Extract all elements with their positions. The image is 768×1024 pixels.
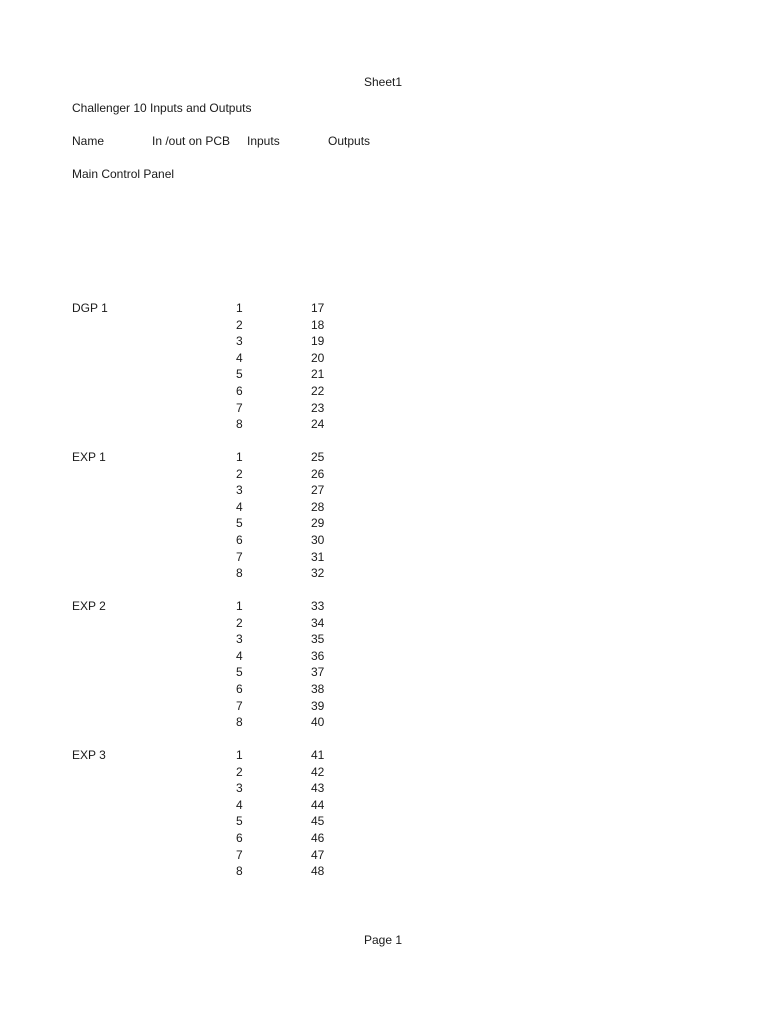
output-number: 47 xyxy=(311,847,325,862)
io-row xyxy=(236,848,356,865)
io-row xyxy=(236,599,356,616)
output-number: 19 xyxy=(311,334,325,349)
input-number: 1 xyxy=(236,450,243,464)
io-row xyxy=(236,334,356,351)
output-number: 18 xyxy=(311,317,325,332)
output-number: 20 xyxy=(311,350,325,365)
input-number: 6 xyxy=(236,532,243,547)
io-row xyxy=(236,351,356,368)
group-name: EXP 1 xyxy=(72,450,106,464)
input-number: 6 xyxy=(236,681,243,696)
output-number: 29 xyxy=(311,516,325,531)
output-number: 33 xyxy=(311,599,325,613)
input-number: 2 xyxy=(236,466,243,481)
group-name: DGP 1 xyxy=(72,301,108,315)
output-number: 31 xyxy=(311,549,325,564)
input-number: 7 xyxy=(236,698,243,713)
input-number: 5 xyxy=(236,516,243,531)
output-number: 37 xyxy=(311,665,325,680)
input-number: 3 xyxy=(236,632,243,647)
document-title: Challenger 10 Inputs and Outputs xyxy=(72,101,252,115)
io-row xyxy=(236,384,356,401)
output-number: 28 xyxy=(311,499,325,514)
io-row xyxy=(236,831,356,848)
output-number: 42 xyxy=(311,764,325,779)
input-number: 5 xyxy=(236,367,243,382)
output-number: 26 xyxy=(311,466,325,481)
io-row xyxy=(236,533,356,550)
input-number: 8 xyxy=(236,417,243,432)
group-name: EXP 2 xyxy=(72,599,106,613)
io-row xyxy=(236,665,356,682)
io-row xyxy=(236,682,356,699)
output-number: 48 xyxy=(311,864,325,879)
output-number: 25 xyxy=(311,450,325,464)
output-number: 17 xyxy=(311,301,325,315)
output-number: 46 xyxy=(311,830,325,845)
sheet-title: Sheet1 xyxy=(364,75,403,89)
input-number: 3 xyxy=(236,483,243,498)
output-number: 40 xyxy=(311,715,325,730)
output-number: 30 xyxy=(311,532,325,547)
input-number: 4 xyxy=(236,350,243,365)
output-number: 36 xyxy=(311,648,325,663)
input-number: 4 xyxy=(236,797,243,812)
output-number: 24 xyxy=(311,417,325,432)
io-row xyxy=(236,401,356,418)
io-row xyxy=(236,715,356,732)
input-number: 3 xyxy=(236,334,243,349)
output-number: 27 xyxy=(311,483,325,498)
io-row xyxy=(236,500,356,517)
io-row xyxy=(236,417,356,434)
io-group xyxy=(0,748,768,888)
io-row xyxy=(236,649,356,666)
io-row xyxy=(236,616,356,633)
header-inputs: Inputs xyxy=(247,134,280,148)
group-name: EXP 3 xyxy=(72,748,106,762)
group-rows xyxy=(236,599,356,732)
output-number: 32 xyxy=(311,566,325,581)
io-row xyxy=(236,748,356,765)
io-row xyxy=(236,550,356,567)
header-in-out-on-pcb: In /out on PCB xyxy=(152,134,231,148)
header-outputs: Outputs xyxy=(328,134,371,148)
input-number: 7 xyxy=(236,549,243,564)
output-number: 38 xyxy=(311,681,325,696)
input-number: 5 xyxy=(236,814,243,829)
io-group xyxy=(0,301,768,441)
input-number: 1 xyxy=(236,599,243,613)
io-row xyxy=(236,699,356,716)
output-number: 21 xyxy=(311,367,325,382)
io-row xyxy=(236,301,356,318)
input-number: 1 xyxy=(236,301,243,315)
io-row xyxy=(236,467,356,484)
group-rows xyxy=(236,301,356,434)
io-row xyxy=(236,765,356,782)
input-number: 4 xyxy=(236,499,243,514)
input-number: 6 xyxy=(236,383,243,398)
input-number: 2 xyxy=(236,764,243,779)
io-row xyxy=(236,632,356,649)
output-number: 35 xyxy=(311,632,325,647)
input-number: 8 xyxy=(236,715,243,730)
input-number: 4 xyxy=(236,648,243,663)
output-number: 41 xyxy=(311,748,325,762)
section-label: Main Control Panel xyxy=(72,167,175,181)
input-number: 7 xyxy=(236,847,243,862)
io-row xyxy=(236,781,356,798)
input-number: 6 xyxy=(236,830,243,845)
input-number: 5 xyxy=(236,665,243,680)
io-row xyxy=(236,516,356,533)
input-number: 2 xyxy=(236,317,243,332)
io-row xyxy=(236,367,356,384)
io-group xyxy=(0,450,768,590)
group-rows xyxy=(236,748,356,881)
output-number: 45 xyxy=(311,814,325,829)
input-number: 1 xyxy=(236,748,243,762)
output-number: 22 xyxy=(311,383,325,398)
io-row xyxy=(236,864,356,881)
input-number: 2 xyxy=(236,615,243,630)
io-row xyxy=(236,566,356,583)
input-number: 8 xyxy=(236,864,243,879)
header-name: Name xyxy=(72,134,105,148)
input-number: 8 xyxy=(236,566,243,581)
output-number: 44 xyxy=(311,797,325,812)
input-number: 3 xyxy=(236,781,243,796)
io-row xyxy=(236,318,356,335)
input-number: 7 xyxy=(236,400,243,415)
io-row xyxy=(236,798,356,815)
output-number: 23 xyxy=(311,400,325,415)
io-row xyxy=(236,450,356,467)
page-number: Page 1 xyxy=(364,933,403,947)
group-rows xyxy=(236,450,356,583)
output-number: 39 xyxy=(311,698,325,713)
output-number: 43 xyxy=(311,781,325,796)
io-row xyxy=(236,814,356,831)
io-row xyxy=(236,483,356,500)
io-group xyxy=(0,599,768,739)
output-number: 34 xyxy=(311,615,325,630)
